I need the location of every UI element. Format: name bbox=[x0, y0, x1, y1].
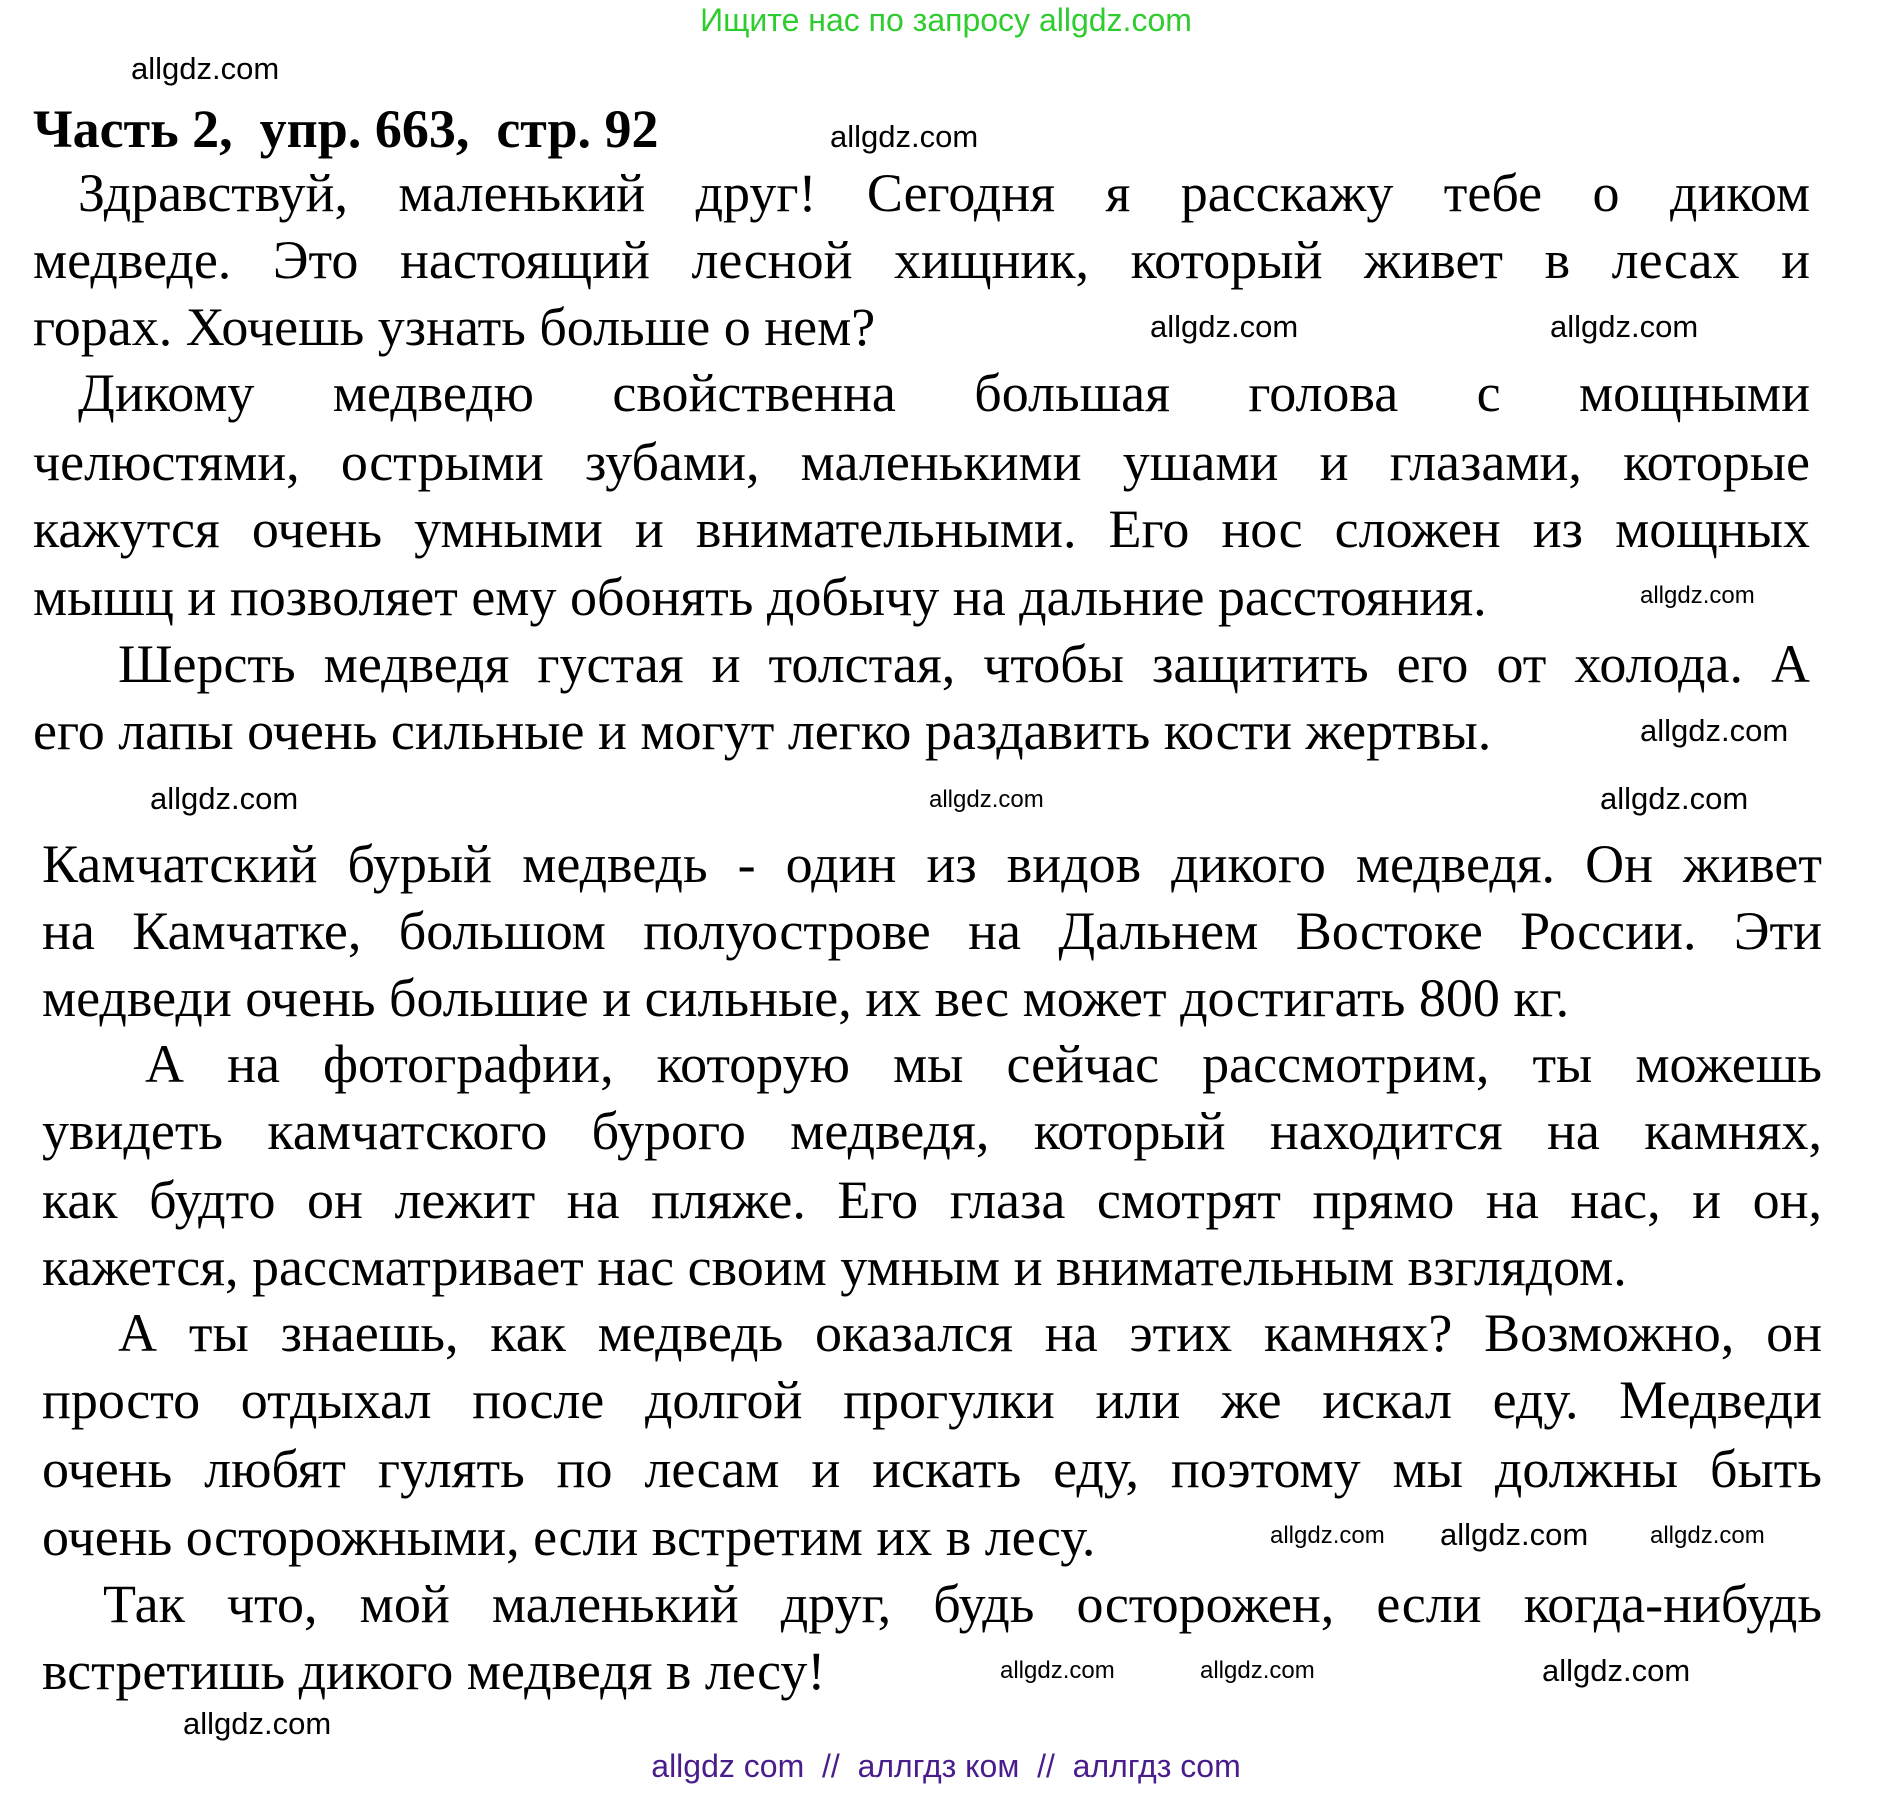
text-line: кажется, рассматривает нас своим умным и внимательным взглядом. bbox=[42, 1237, 1627, 1297]
watermark: allgdz.com bbox=[929, 786, 1044, 813]
watermark: allgdz.com bbox=[1600, 781, 1749, 816]
text-line: просто отдыхал после долгой прогулки или же искал еду. Медведи bbox=[42, 1370, 1822, 1430]
page-title: Часть 2, упр. 663, стр. 92 bbox=[33, 99, 659, 159]
text-line: Шерсть медведя густая и толстая, чтобы защитить его от холода. А bbox=[118, 634, 1810, 694]
watermark: allgdz.com bbox=[830, 119, 979, 154]
text-line: Так что, мой маленький друг, будь осторожен, если когда-нибудь bbox=[103, 1574, 1822, 1634]
text-line: встретишь дикого медведя в лесу! bbox=[42, 1641, 826, 1701]
text-line: Здравствуй, маленький друг! Сегодня я расскажу тебе о диком bbox=[78, 163, 1810, 223]
text-line: челюстями, острыми зубами, маленькими ушами и глазами, которые bbox=[33, 432, 1810, 492]
text-line: очень любят гулять по лесам и искать еду, поэтому мы должны быть bbox=[42, 1439, 1822, 1499]
watermark: allgdz.com bbox=[1200, 1657, 1315, 1684]
text-line: его лапы очень сильные и могут легко раздавить кости жертвы. bbox=[33, 701, 1492, 761]
text-line: медведе. Это настоящий лесной хищник, который живет в лесах и bbox=[33, 230, 1810, 290]
search-banner: Ищите нас по запросу allgdz.com bbox=[700, 2, 1192, 38]
text-line: кажутся очень умными и внимательными. Его нос сложен из мощных bbox=[33, 499, 1810, 559]
text-line: Дикому медведю свойственна большая голова с мощными bbox=[78, 363, 1810, 423]
watermark: allgdz.com bbox=[1550, 309, 1699, 344]
watermark: allgdz.com bbox=[1150, 309, 1299, 344]
watermark: allgdz.com bbox=[150, 781, 299, 816]
watermark: allgdz.com bbox=[1270, 1522, 1385, 1549]
text-line: очень осторожными, если встретим их в лесу. bbox=[42, 1507, 1096, 1567]
text-line: А ты знаешь, как медведь оказался на этих камнях? Возможно, он bbox=[118, 1303, 1822, 1363]
watermark: allgdz.com bbox=[183, 1706, 332, 1741]
footer-links: allgdz com // аллгдз ком // аллгдз com bbox=[651, 1748, 1241, 1784]
watermark: allgdz.com bbox=[131, 51, 280, 86]
text-line: горах. Хочешь узнать больше о нем? bbox=[33, 297, 876, 357]
watermark: allgdz.com bbox=[1640, 713, 1789, 748]
watermark: allgdz.com bbox=[1440, 1517, 1589, 1552]
watermark: allgdz.com bbox=[1640, 582, 1755, 609]
text-line: на Камчатке, большом полуострове на Дальнем Востоке России. Эти bbox=[42, 901, 1822, 961]
text-line: А на фотографии, которую мы сейчас рассмотрим, ты можешь bbox=[145, 1034, 1822, 1094]
text-line: медведи очень большие и сильные, их вес может достигать 800 кг. bbox=[42, 968, 1570, 1028]
watermark: allgdz.com bbox=[1650, 1522, 1765, 1549]
text-line: как будто он лежит на пляже. Его глаза смотрят прямо на нас, и он, bbox=[42, 1170, 1822, 1230]
watermark: allgdz.com bbox=[1000, 1657, 1115, 1684]
text-line: увидеть камчатского бурого медведя, который находится на камнях, bbox=[42, 1101, 1822, 1161]
watermark: allgdz.com bbox=[1542, 1653, 1691, 1688]
text-line: Камчатский бурый медведь - один из видов дикого медведя. Он живет bbox=[42, 834, 1822, 894]
text-line: мышц и позволяет ему обонять добычу на дальние расстояния. bbox=[33, 567, 1487, 627]
